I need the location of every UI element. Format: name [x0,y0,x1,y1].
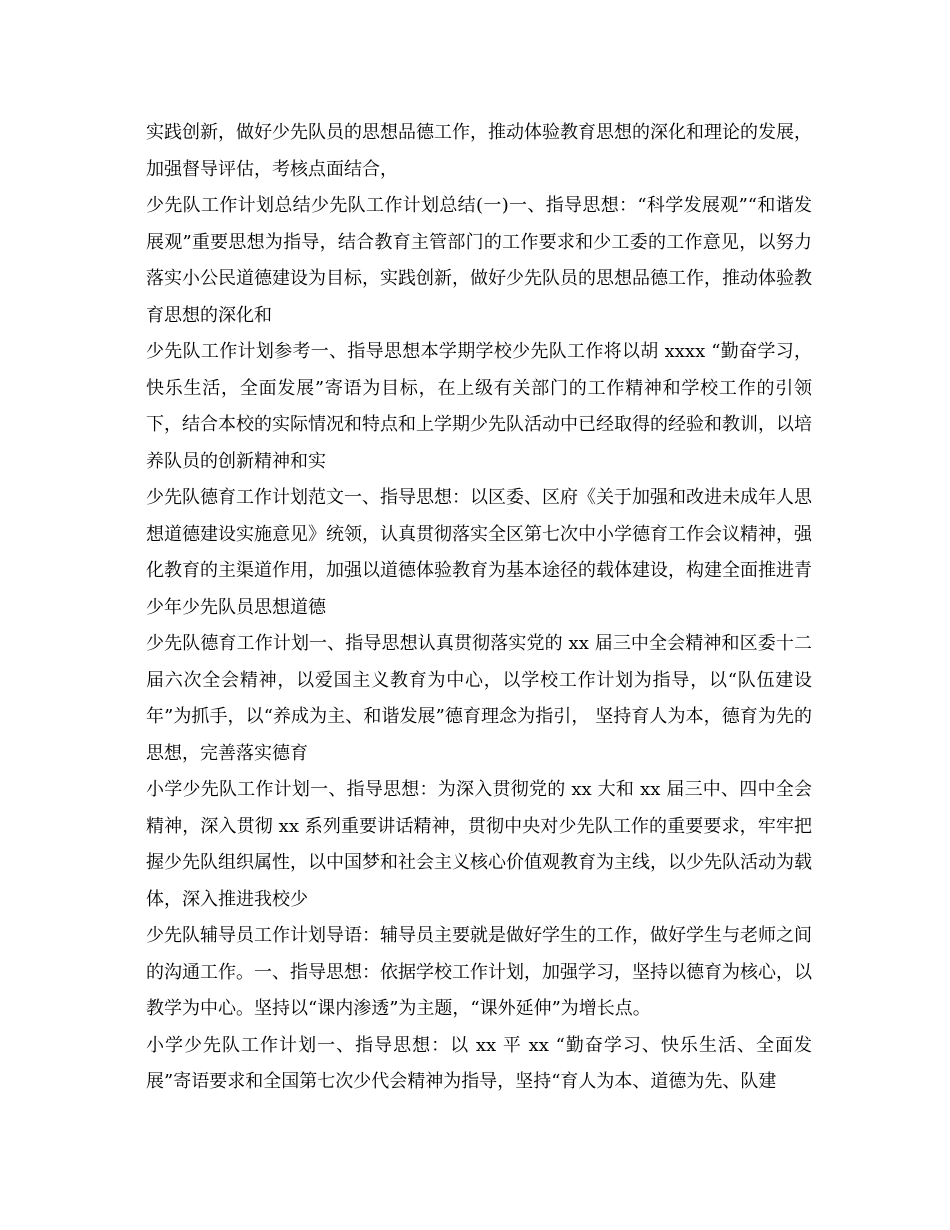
paragraph-6: 小学少先队工作计划一、指导思想：为深入贯彻党的 xx 大和 xx 届三中、四中全会精神，深入贯彻 xx 系列重要讲话精神，贯彻中央对少先队工作的重要要求，牢牢把握少先队组织属性，以中国梦和社会主义核心价值观教育为主线，以少先队活动为载体，深入推进我校少 [146,779,812,910]
paragraph-2: 少先队工作计划总结少先队工作计划总结(一)一、指导思想：“科学发展观”“和谐发展观”重要思想为指导，结合教育主管部门的工作要求和少工委的工作意见，以努力落实小公民道德建设为目标，实践创新，做好少先队员的思想品德工作，推动体验教育思想的深化和 [146,195,812,326]
paragraph-3: 少先队工作计划参考一、指导思想本学期学校少先队工作将以胡 xxxx “勤奋学习，快乐生活，全面发展”寄语为目标，在上级有关部门的工作精神和学校工作的引领下，结合本校的实际情况和特点和上学期少先队活动中已经取得的经验和教训，以培养队员的创新精神和实 [146,341,812,472]
paragraph-4: 少先队德育工作计划范文一、指导思想：以区委、区府《关于加强和改进未成年人思想道德建设实施意见》统领，认真贯彻落实全区第七次中小学德育工作会议精神，强化教育的主渠道作用，加强以道德体验教育为基本途径的载体建设，构建全面推进青少年少先队员思想道德 [146,487,812,618]
paragraph-7: 少先队辅导员工作计划导语：辅导员主要就是做好学生的工作，做好学生与老师之间的沟通工作。一、指导思想：依据学校工作计划，加强学习，坚持以德育为核心，以教学为中心。坚持以“课内渗透”为主题，“课外延伸”为增长点。 [146,925,812,1019]
paragraph-8: 小学少先队工作计划一、指导思想：以 xx 平 xx “勤奋学习、快乐生活、全面发展”寄语要求和全国第七次少代会精神为指导，坚持“育人为本、道德为先、队建 [146,1034,812,1092]
paragraph-1: 实践创新，做好少先队员的思想品德工作，推动体验教育思想的深化和理论的发展，加强督导评估，考核点面结合， [146,122,812,180]
paragraph-5: 少先队德育工作计划一、指导思想认真贯彻落实党的 xx 届三中全会精神和区委十二届六次全会精神，以爱国主义教育为中心，以学校工作计划为指导，以“队伍建设年”为抓手，以“养成为主、和谐发展”德育理念为指引， 坚持育人为本，德育为先的思想，完善落实德育 [146,633,812,764]
document-page [146,115,812,1101]
